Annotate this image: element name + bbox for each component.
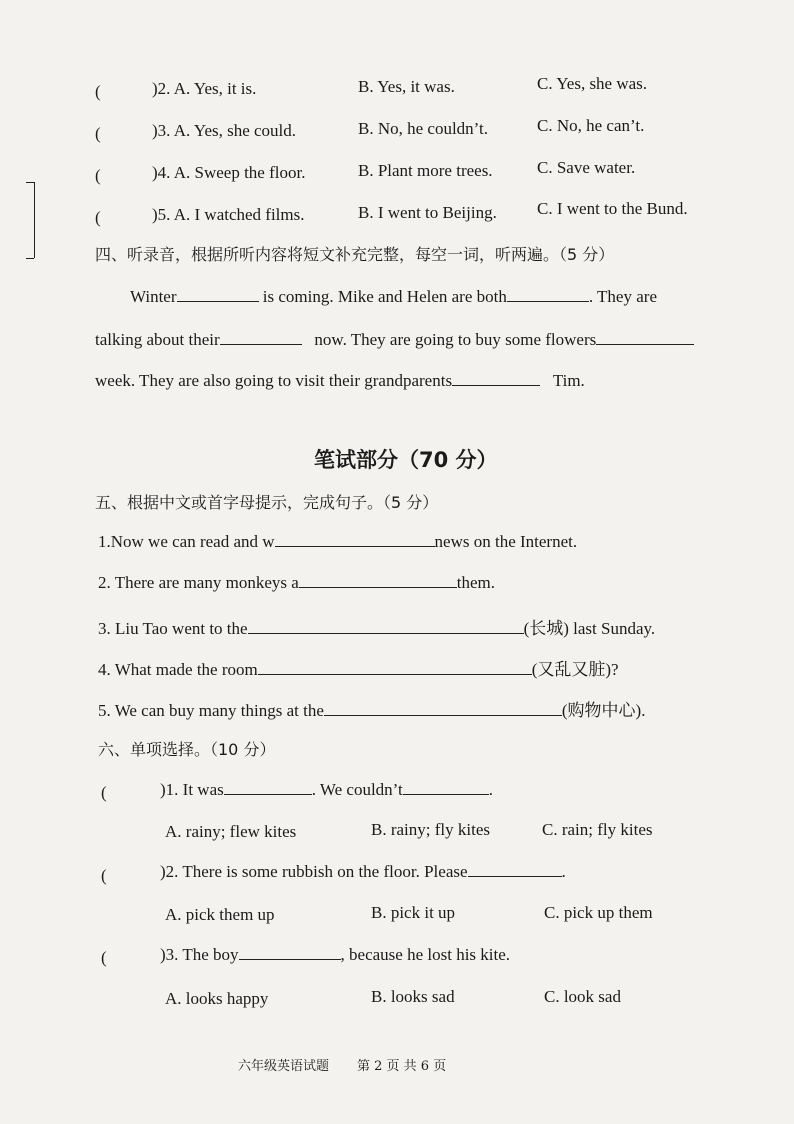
mc-question-1: )1. It was . We couldn’t .	[160, 780, 494, 799]
blank-s5[interactable]	[324, 701, 562, 716]
blank-s4[interactable]	[258, 660, 532, 675]
mc-option-c[interactable]: C. look sad	[544, 987, 621, 1006]
blank-2[interactable]	[507, 287, 589, 302]
sentence-2: 2. There are many monkeys a them.	[98, 573, 496, 592]
option-b: B. Yes, it was.	[358, 77, 455, 96]
blank-q2[interactable]	[468, 862, 562, 877]
blank-q3[interactable]	[239, 945, 341, 960]
mc-option-b[interactable]: B. looks sad	[371, 987, 455, 1006]
binding-mark-bottom	[26, 258, 34, 259]
answer-paren[interactable]: (	[95, 82, 101, 101]
sentence-1: 1.Now we can read and w news on the Internet.	[98, 532, 578, 551]
sentence-3: 3. Liu Tao went to the (长城) last Sunday.	[98, 619, 656, 638]
blank-5[interactable]	[452, 371, 540, 386]
section-5-heading: 五、根据中文或首字母提示，完成句子。（5 分）	[95, 493, 439, 512]
blank-s2[interactable]	[299, 573, 457, 588]
answer-paren[interactable]: (	[95, 208, 101, 227]
blank-4[interactable]	[596, 330, 694, 345]
blank-3[interactable]	[220, 330, 302, 345]
mc-option-c[interactable]: C. pick up them	[544, 903, 653, 922]
option-a: )5. A. I watched films.	[152, 205, 305, 224]
answer-paren[interactable]: (	[101, 948, 107, 967]
sentence-5: 5. We can buy many things at the (购物中心).	[98, 701, 646, 720]
answer-paren[interactable]: (	[95, 124, 101, 143]
section-4-heading: 四、听录音，根据所听内容将短文补充完整，每空一词，听两遍。（5 分）	[95, 245, 615, 264]
blank-1[interactable]	[177, 287, 259, 302]
blank-q1b[interactable]	[403, 780, 489, 795]
mc-option-b[interactable]: B. rainy; fly kites	[371, 820, 490, 839]
sentence-4: 4. What made the room (又乱又脏)?	[98, 660, 619, 679]
option-b: B. No, he couldn’t.	[358, 119, 489, 138]
option-a: )2. A. Yes, it is.	[152, 79, 257, 98]
binding-mark-line	[34, 182, 35, 258]
mc-option-c[interactable]: C. rain; fly kites	[542, 820, 653, 839]
mc-question-2: )2. There is some rubbish on the floor. Please .	[160, 862, 566, 881]
mc-option-a[interactable]: A. rainy; flew kites	[165, 822, 297, 841]
passage-line-2: talking about their now. They are going to buy some flowers	[95, 330, 694, 350]
mc-option-b[interactable]: B. pick it up	[371, 903, 456, 922]
section-6-heading: 六、单项选择。（10 分）	[98, 740, 276, 759]
blank-q1a[interactable]	[224, 780, 312, 795]
option-b: B. I went to Beijing.	[358, 203, 497, 222]
option-a: )4. A. Sweep the floor.	[152, 163, 306, 182]
blank-s1[interactable]	[275, 532, 435, 547]
option-a: )3. A. Yes, she could.	[152, 121, 297, 140]
option-c: C. Save water.	[537, 158, 636, 177]
answer-paren[interactable]: (	[101, 783, 107, 802]
binding-mark-top	[26, 182, 34, 183]
mc-option-a[interactable]: A. pick them up	[165, 905, 275, 924]
passage-line-1: Winter is coming. Mike and Helen are both . They are	[130, 287, 657, 306]
footer-page-number: 第 2 页 共 6 页	[357, 1059, 447, 1074]
written-section-title: 笔试部分（70 分）	[314, 448, 498, 472]
footer-subject: 六年级英语试题	[238, 1059, 330, 1074]
mc-option-a[interactable]: A. looks happy	[165, 989, 269, 1008]
answer-paren[interactable]: (	[95, 166, 101, 185]
blank-s3[interactable]	[248, 619, 524, 634]
option-c: C. Yes, she was.	[537, 74, 648, 93]
option-b: B. Plant more trees.	[358, 161, 493, 180]
answer-paren[interactable]: (	[101, 866, 107, 885]
option-c: C. I went to the Bund.	[537, 199, 688, 218]
mc-question-3: )3. The boy , because he lost his kite.	[160, 945, 511, 964]
passage-line-3: week. They are also going to visit their grandparents Tim.	[95, 371, 585, 390]
option-c: C. No, he can’t.	[537, 116, 645, 135]
